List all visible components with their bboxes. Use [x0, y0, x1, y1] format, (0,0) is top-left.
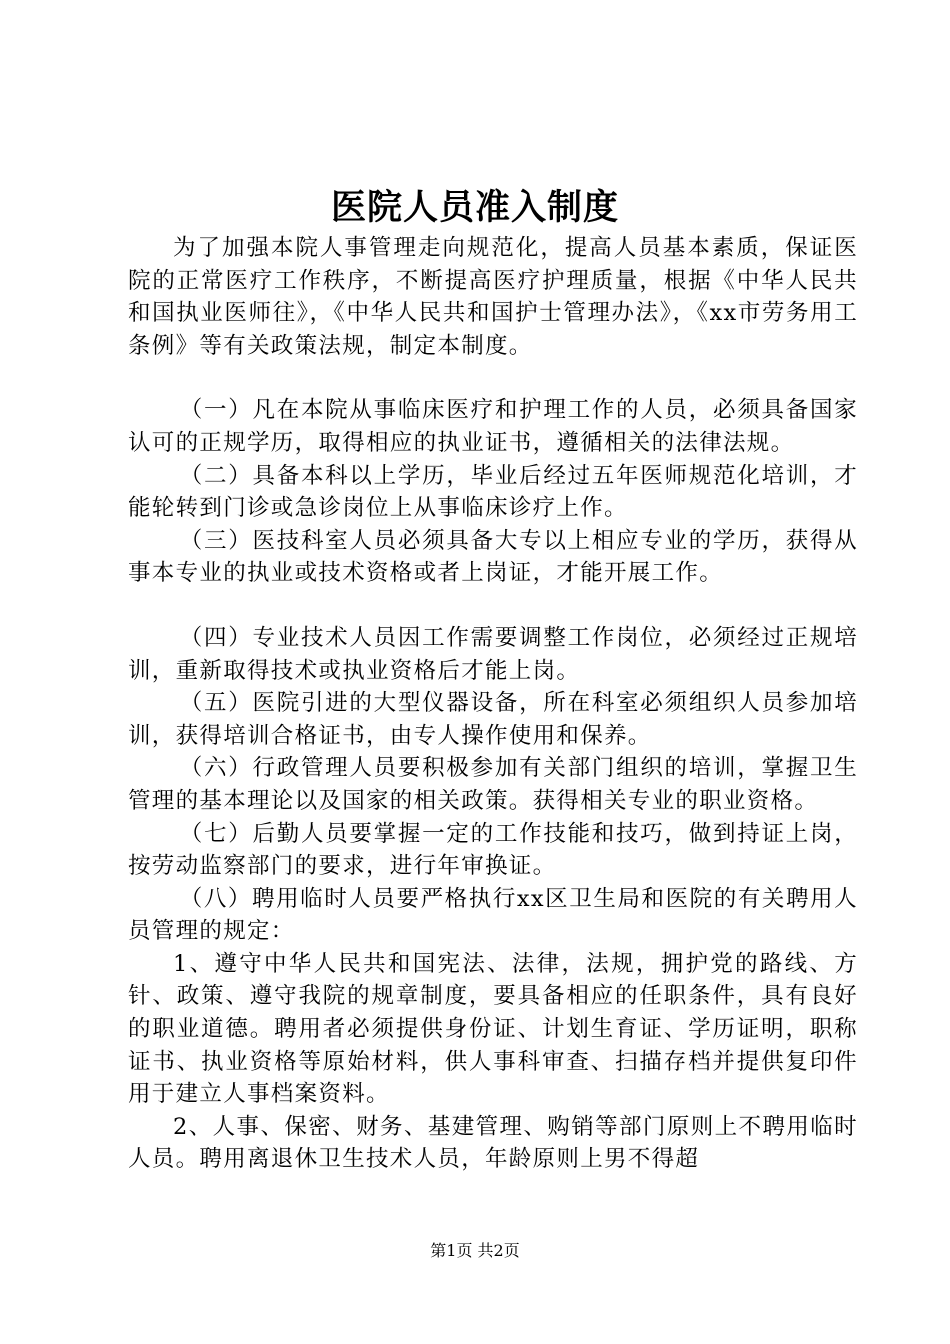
item-paragraph-7: （七）后勤人员要掌握一定的工作技能和技巧，做到持证上岗，按劳动监察部门的要求，进行年审换证。: [128, 820, 858, 880]
subitem-paragraph-2: 2、人事、保密、财务、基建管理、购销等部门原则上不聘用临时人员。聘用离退休卫生技术人员，年龄原则上男不得超: [128, 1113, 858, 1173]
document-body: [128, 232, 858, 1176]
paragraph-gap: [128, 362, 858, 394]
paragraph-gap: [128, 590, 858, 622]
subitem-paragraph-1: 1、遵守中华人民共和国宪法、法律，法规，拥护党的路线、方针、政策、遵守我院的规章制度，要具备相应的任职条件，具有良好的职业道德。聘用者必须提供身份证、计划生育证、学历证明，职称证书、执业资格等原始材料，供人事科审查、扫描存档并提供复印件用于建立人事档案资料。: [128, 950, 858, 1108]
item-paragraph-2: （二）具备本科以上学历，毕业后经过五年医师规范化培训，才能轮转到门诊或急诊岗位上从事临床诊疗上作。: [128, 462, 858, 522]
item-paragraph-1: （一）凡在本院从事临床医疗和护理工作的人员，必须具备国家认可的正规学历，取得相应的执业证书，遵循相关的法律法规。: [128, 397, 858, 456]
page-footer: 第1页 共2页: [430, 1241, 520, 1260]
item-paragraph-8: （八）聘用临时人员要严格执行xx区卫生局和医院的有关聘用人员管理的规定：: [128, 885, 858, 945]
item-paragraph-6: （六）行政管理人员要积极参加有关部门组织的培训，掌握卫生管理的基本理论以及国家的相关政策。获得相关专业的职业资格。: [128, 755, 858, 814]
item-paragraph-3: （三）医技科室人员必须具备大专以上相应专业的学历，获得从事本专业的执业或技术资格或者上岗证，才能开展工作。: [128, 527, 858, 587]
intro-paragraph: 为了加强本院人事管理走向规范化，提高人员基本素质，保证医院的正常医疗工作秩序，不断提高医疗护理质量，根据《中华人民共和国执业医师往》，《中华人民共和国护士管理办法》，《xx市劳务用工条例》等有关政策法规，制定本制度。: [128, 235, 858, 359]
item-paragraph-5: （五）医院引进的大型仪器设备，所在科室必须组织人员参加培训，获得培训合格证书，由专人操作使用和保养。: [128, 690, 858, 749]
document-title: 医院人员准入制度: [330, 187, 619, 228]
item-paragraph-4: （四）专业技术人员因工作需要调整工作岗位，必须经过正规培训，重新取得技术或执业资格后才能上岗。: [128, 624, 858, 684]
